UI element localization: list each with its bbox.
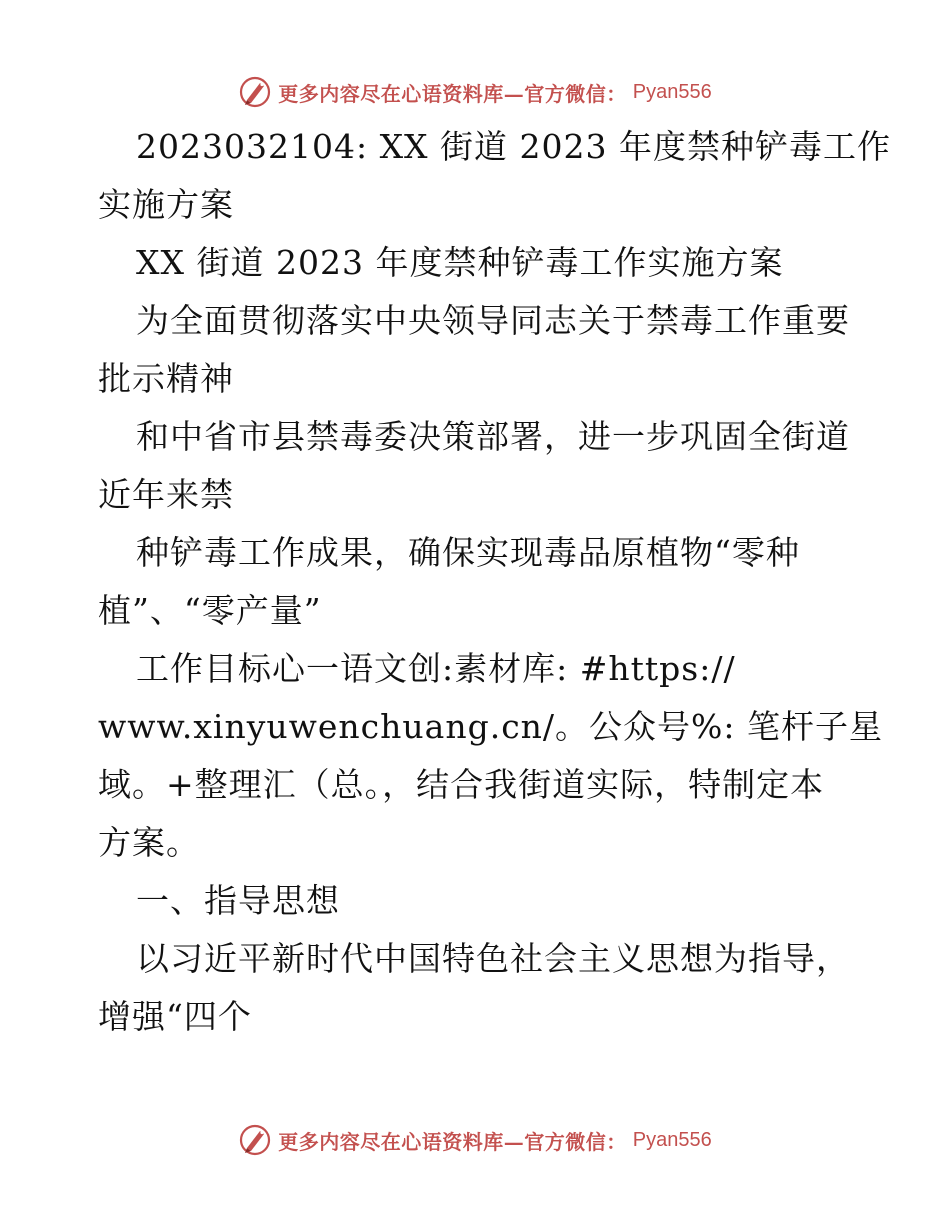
watermark-handle: Pyan556 (632, 80, 712, 103)
document-heading: XX 街道 2023 年度禁种铲毒工作实施方案 (136, 243, 784, 282)
paragraph-line: 批示精神 (98, 359, 234, 398)
section-heading: 一、指导思想 (136, 881, 340, 920)
watermark-text: 更多内容尽在心语资料库—官方微信： (278, 81, 627, 106)
paragraph-line: 增强“四个 (98, 997, 252, 1036)
pen-logo-icon (238, 75, 272, 109)
paragraph-line: 为全面贯彻落实中央领导同志关于禁毒工作重要 (136, 301, 850, 340)
paragraph-line: 和中省市县禁毒委决策部署，进一步巩固全街道 (136, 417, 850, 456)
watermark-text: 更多内容尽在心语资料库—官方微信： (278, 1129, 627, 1154)
paragraph-line: 域。+整理汇（总。，结合我街道实际，特制定本 (98, 765, 825, 804)
paragraph-line: 植”、“零产量” (98, 591, 322, 630)
header-watermark (0, 70, 950, 114)
document-title-line-2: 实施方案 (98, 185, 234, 224)
document-body (98, 118, 892, 1046)
paragraph-line: 工作目标心一语文创:素材库: #https:// (136, 649, 736, 688)
footer-watermark (0, 1118, 950, 1162)
paragraph-line: 近年来禁 (98, 475, 234, 514)
paragraph-line: 种铲毒工作成果，确保实现毒品原植物“零种 (136, 533, 800, 572)
paragraph-line: 以习近平新时代中国特色社会主义思想为指导， (136, 939, 850, 978)
watermark-handle: Pyan556 (632, 1128, 712, 1151)
paragraph-line: 方案。 (98, 823, 200, 862)
pen-logo-icon (238, 1123, 272, 1157)
document-title-line-1: 2023032104: XX 街道 2023 年度禁种铲毒工作 (136, 127, 892, 166)
paragraph-line: www.xinyuwenchuang.cn/。公众号%: 笔杆子星 (98, 707, 884, 746)
